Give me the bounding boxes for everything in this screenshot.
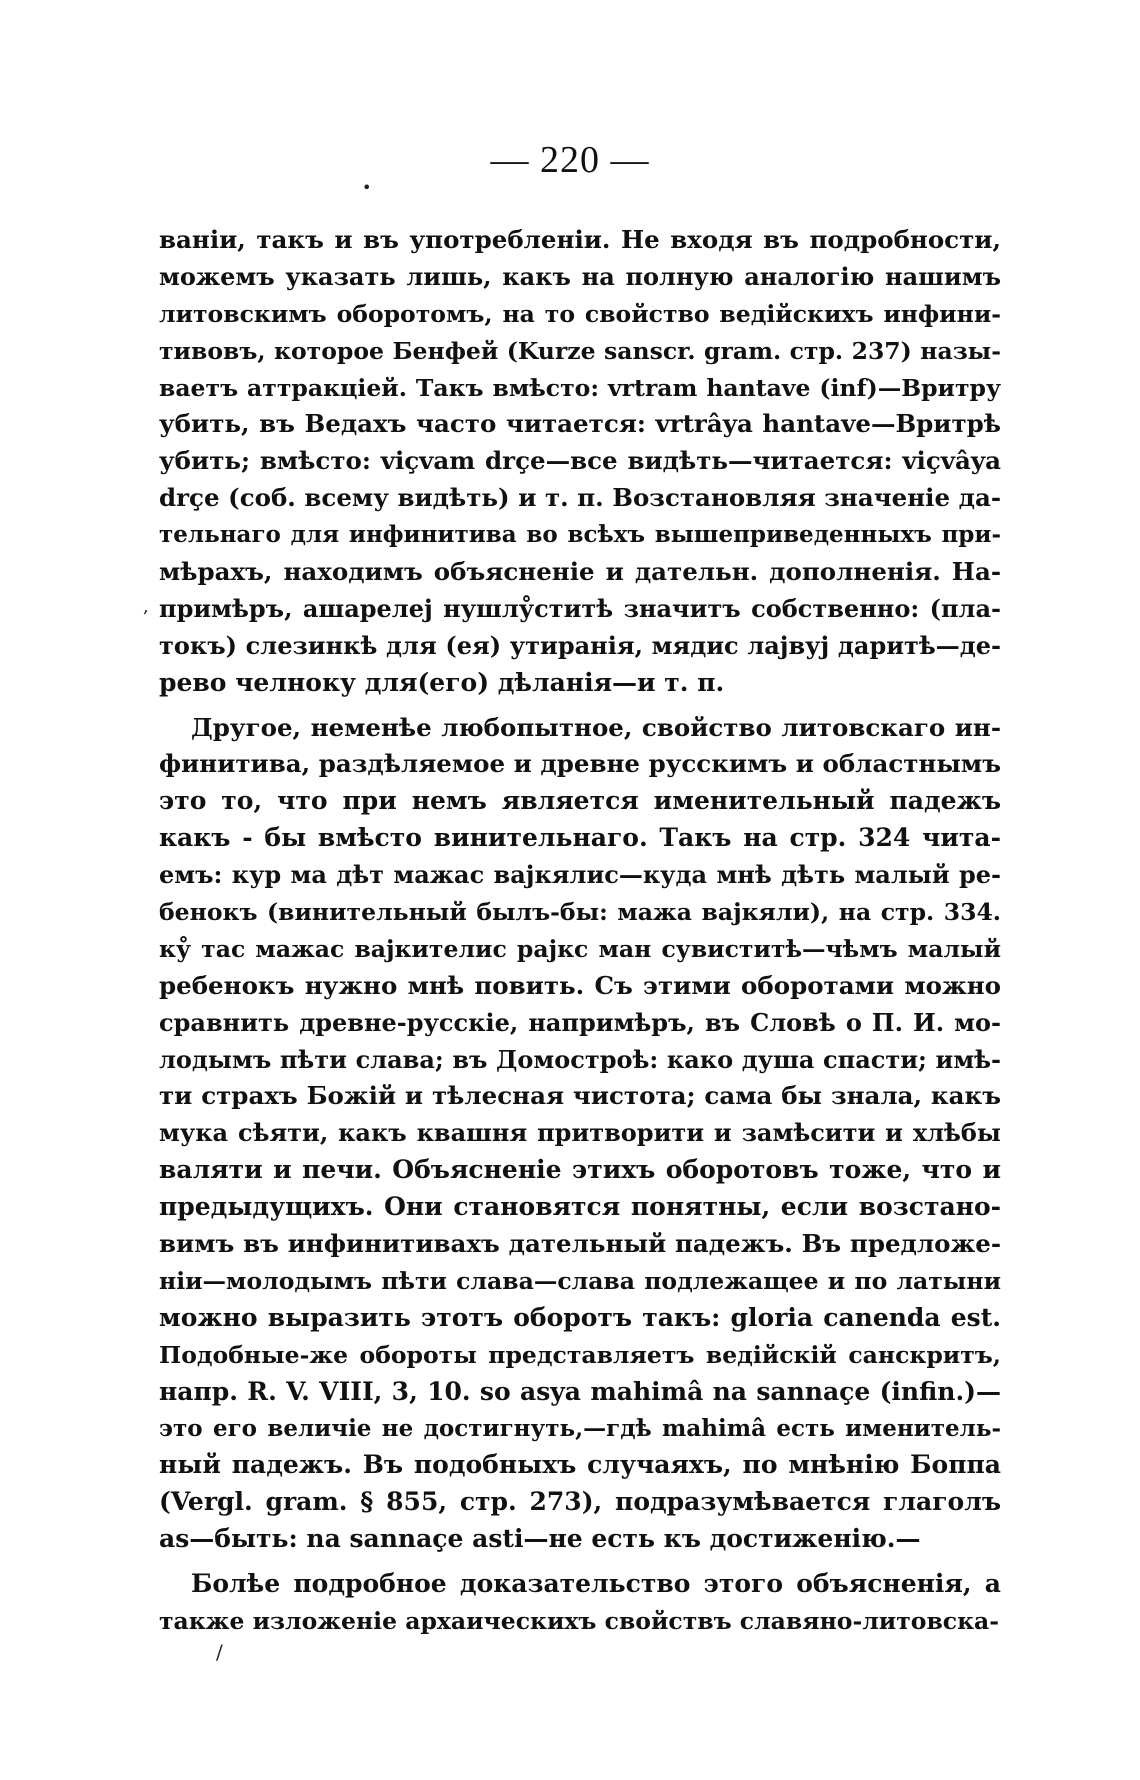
text-line: Подобные-же обороты представляетъ ведійскій санскритъ, (159, 1340, 1001, 1369)
stray-slash-mark: / (216, 1640, 223, 1664)
text-line: ти страхъ Божій и тѣлесная чистота; сама бы знала, какъ (159, 1081, 1001, 1111)
text-line: Другое, неменѣе любопытное, свойство литовскаго ин- (191, 712, 1001, 742)
paragraph-gap (159, 1558, 1001, 1566)
text-line: ку̊ тас мажас вајкителис рајкс ман сувиститѣ—чѣмъ малый (159, 934, 1001, 963)
text-line: вимъ въ инфинитивахъ дательный падежъ. Въ предложе- (159, 1229, 1001, 1259)
page-number: — 220 — (490, 139, 650, 181)
paragraph-gap (159, 702, 1001, 710)
body-text (159, 222, 1001, 1640)
text-line: ваніи, такъ и въ употребленіи. Не входя въ подробности, (159, 225, 1001, 254)
text-line: это его величіе не достигнуть,—гдѣ mahimâ есть именитель- (159, 1414, 1001, 1442)
text-line: ребенокъ нужно мнѣ повить. Съ этими оборотами можно (159, 970, 1001, 1000)
text-line: лодымъ пѣти слава; въ Домостроѣ: како душа спасти; имѣ- (159, 1044, 1001, 1074)
text-line: примѣръ, ашарелеј нушлу̊ститѣ значитъ собственно: (пла- (159, 593, 1001, 623)
text-line: какъ - бы вмѣсто винительнаго. Такъ на стр. 324 чита- (159, 823, 1001, 853)
text-line: финитива, раздѣляемое и древне русскимъ и областнымъ (159, 749, 1001, 779)
text-line: ный падежъ. Въ подобныхъ случаяхъ, по мнѣнію Боппа (159, 1450, 1001, 1480)
text-line: это то, что при немъ является именительный падежъ (159, 786, 1001, 816)
text-line: валяти и печи. Объясненіе этихъ оборотовъ тоже, что и (159, 1155, 1001, 1185)
text-line: напр. R. V. VIII, 3, 10. so asya mahimâ na sannaçe (infin.)— (159, 1376, 1001, 1406)
text-line: мѣрахъ, находимъ объясненіе и дательн. дополненія. На- (159, 557, 1001, 587)
text-line: Болѣе подробное доказательство этого объясненія, а (191, 1569, 1001, 1599)
text-line: рево челноку для(его) дѣланія—и т. п. (159, 667, 725, 697)
text-line: убить; вмѣсто: viçvam drçe—все видѣть—читается: viçvâya (159, 446, 1001, 476)
text-line: мука сѣяти, какъ квашня притворити и замѣсити и хлѣбы (159, 1118, 1001, 1148)
text-line: бенокъ (винительный былъ-бы: мажа вајкяли), на стр. 334. (159, 898, 1001, 927)
text-line: литовскимъ оборотомъ, на то свойство ведійскихъ инфини- (159, 299, 1001, 328)
text-line: убить, въ Ведахъ часто читается: vrtrâya hantave—Вритрѣ (159, 409, 1001, 439)
text-line: ваетъ аттракціей. Такъ вмѣсто: vrtram hantave (inf)—Вритру (159, 373, 1001, 402)
text-line: можемъ указать лишь, какъ на полную аналогію нашимъ (159, 261, 1001, 291)
text-line: сравнить древне-русскіе, напримѣръ, въ Словѣ о П. И. мо- (159, 1007, 1001, 1037)
text-line: as—быть: na sannaçe asti—не есть къ достиженію.— (159, 1524, 921, 1554)
stray-comma-mark: , (143, 596, 149, 617)
text-line: также изложеніе архаическихъ свойствъ славяно-литовска- (159, 1606, 1000, 1635)
text-line: drçe (соб. всему видѣть) и т. п. Возстановляя значеніе да- (159, 483, 1001, 513)
text-line: токъ) слезинкѣ для (ея) утиранія, мядис лајвуј даритѣ—де- (159, 630, 1001, 660)
text-line: емъ: кур ма дѣт мажас вајкялис—куда мнѣ дѣть малый ре- (159, 860, 1001, 890)
text-line: можно выразить этотъ оборотъ такъ: gloria canenda est. (159, 1302, 1001, 1332)
text-line: (Vergl. gram. § 855, стр. 273), подразумѣвается глаголъ (159, 1487, 1001, 1517)
text-line: ніи—молодымъ пѣти слава—слава подлежащее и по латыни (159, 1266, 1001, 1295)
stray-dot-mark: • (362, 178, 372, 197)
text-line: тивовъ, которое Бенфей (Kurze sanscr. gram. стр. 237) назы- (159, 336, 1001, 365)
text-line: предыдущихъ. Они становятся понятны, если возстано- (159, 1192, 1001, 1222)
text-line: тельнаго для инфинитива во всѣхъ вышеприведенныхъ при- (159, 521, 1001, 549)
